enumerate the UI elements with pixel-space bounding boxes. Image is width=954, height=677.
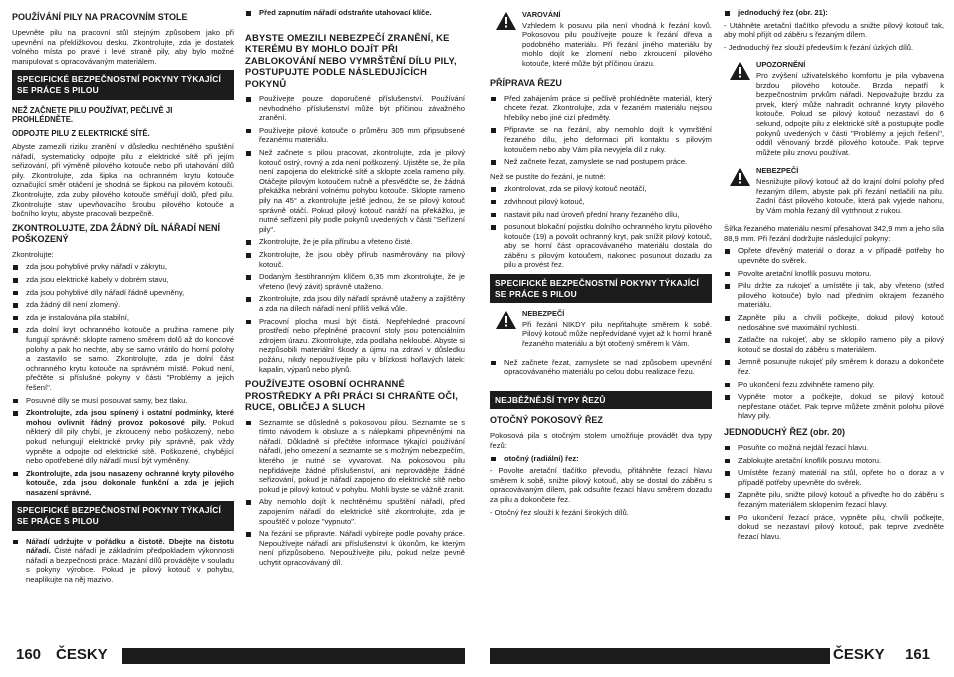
warning-triangle-icon <box>724 166 756 192</box>
list-item: zda jsou pohyblivé prvky nářadí v zákrytu, <box>12 262 234 272</box>
list-item: Zatlačte na rukojeť, aby se sklopilo rameno pily a pilový kotouč se dostal do záběru s materiálem. <box>724 335 944 354</box>
list-item <box>490 454 712 464</box>
page-number-right: 161 <box>905 646 931 663</box>
list-item: Zapněte pilu, snižte pilový kotouč a přiveďte ho do záběru s řezaným materiálem sklopením řezací hlavy. <box>724 490 944 509</box>
list-item: Než začnete s pilou pracovat, zkontrolujte, zda je pilový kotouč ostrý, rovný a zda není poškozený. Ujistěte se, že pila není zapojena do elektrické sítě a sklopte zcela rameno pily. Otáčejte pilovým kotoučem ručně a přesvědčte se, že žádná překážka nebrání volnému pohybu kotouče. Sklopte rameno pily na 45° a zkontrolujte ještě jednou, že se pilový kotouč správně otáčí. Pokud pilový kotouč naráží na překážku, je nutné seřízení pily podle pokynů uvedených v části "Seřízení pily". <box>245 148 465 234</box>
danger-text: Při řezání NIKDY pilu nepřitahujte směrem k sobě. Pilový kotouč může nepředvídané vyjet až k horní hraně řezaného materiálu a být otočený směrem k Vám. <box>522 319 712 349</box>
column-4 <box>724 8 944 544</box>
subheading-inspect: NEŽ ZAČNETE PILU POUŽÍVAT, PEČLIVĚ JI PROHLÉDNĚTE. <box>12 105 173 125</box>
column-1 <box>12 8 234 588</box>
language-label-left: ČESKY <box>56 646 108 663</box>
paragraph-check: Zkontrolujte: <box>12 249 54 259</box>
list-item <box>12 537 234 585</box>
section-band-safety-3: SPECIFICKÉ BEZPEČNOSTNÍ POKYNY TÝKAJÍCÍ SE PRÁCE S PILOU <box>490 274 712 303</box>
list-item-bold: otočný (radiální) řez: <box>504 453 579 463</box>
list-item-bold: Nářadí udržujte v pořádku a čistotě. Dbejte na čistotu nářadí. <box>26 536 234 556</box>
language-label-right: ČESKY <box>833 646 885 663</box>
caution-block <box>724 60 944 160</box>
list-item: Zablokujte aretační knoflík posuvu motoru. <box>724 456 944 466</box>
list-item-bold: Zkontrolujte, zda jsou nasazeny ochranné kryty pilového kotouče, zda jsou dokonale funkční a zda je jejich nasazení správné. <box>26 468 234 497</box>
list-item: Po ukončení řezu zdvihněte rameno pily. <box>724 380 944 390</box>
heading-cut-preparation: PŘÍPRAVA ŘEZU <box>490 77 562 88</box>
rotary-list <box>490 454 712 464</box>
warning-text: Vzhledem k posuvu pila není vhodná k řezání kovů. Pokosovou pilu používejte pouze k řezání dřeva a podobného materiálu. Při řezání jiného materiálu by mohlo dojít ke zlomení nebo zkroucení pilového kotouče, které může být příčinou úrazu. <box>522 20 712 68</box>
paragraph-work-table: Upevněte pilu na pracovní stůl stejným způsobem jako při upevnění na překližkovou desku. Zkontrolujte, zda je dostatek volného místa po pravé i levé straně pily, aby bylo možné manipulovat s opracovávaným materiálem. <box>12 28 234 66</box>
dash-item: - Otočný řez slouží k řezání širokých dílů. <box>490 507 629 517</box>
simple-cut-list <box>724 8 944 18</box>
prep-list <box>490 94 712 167</box>
section-band-safety: SPECIFICKÉ BEZPEČNOSTNÍ POKYNY TÝKAJÍCÍ SE PRÁCE S PILOU <box>12 70 234 99</box>
list-item: Aby nemohlo dojít k nechtěnému spuštění nářadí, před zapojením nářadí do elektrické sítě zkontrolujte, zda je spouštěč v poloze "vypnuto". <box>245 497 465 526</box>
top-list <box>245 8 465 18</box>
paragraph-width: Šířka řezaného materiálu nesmí přesahovat 342,9 mm a jeho síla 88,9 mm. Při řezání dodržujte následující pokyny: <box>724 224 944 243</box>
list-item <box>12 469 234 498</box>
protective-list <box>245 418 465 568</box>
before-list <box>490 184 712 270</box>
list-item-bold: Před zapnutím nářadí odstraňte utahovací klíče. <box>259 8 432 17</box>
column-2 <box>245 8 465 571</box>
list-item: Připravte se na řezání, aby nemohlo dojít k vymrštění řezaného dílu, jeho deformaci při kontaktu s pilovým kotoučem nebo aby Vám pila nevyjela díl z ruky. <box>490 125 712 154</box>
list-item: zda jsou elektrické kabely v dobrém stavu, <box>12 275 234 285</box>
list-item-rest: Pokud některý díl pily chybí, je zkroucený nebo poškozený, nebo pokud nefungují elektrické prvky pily správně, pak vždy vypněte a odpojte od elektrické sítě. Poškozené, chybějící nebo opotřebené díly nářadí musí být vyměněny. <box>26 417 234 466</box>
warning-block <box>490 10 712 72</box>
warning-triangle-icon <box>490 10 522 36</box>
list-item: Vypněte motor a počkejte, dokud se pilový kotouč nepřestane otáčet. Pak teprve můžete změnit polohu pilové hlavy pily. <box>724 392 944 421</box>
danger-title: NEBEZPEČÍ <box>522 309 565 319</box>
warning-title: VAROVÁNÍ <box>522 10 561 19</box>
paragraph-rotary: Pokosová pila s otočným stolem umožňuje provádět dva typy řezů: <box>490 431 712 450</box>
list-item: Na řezání se připravte. Nářadí vybírejte podle povahy práce. Nepoužívejte nářadí ani příslušenství k úkonům, ke kterým není přizpůsobeno. Nepoužívejte pilu, pokud nelze pevně uchytit opracovávaný díl. <box>245 529 465 567</box>
list-item: zda je instalována pila stabilní, <box>12 313 234 323</box>
sliding-cut-list <box>724 246 944 421</box>
list-item <box>12 408 234 466</box>
list-item: Posuvné díly se musí posouvat samy, bez tlaku. <box>12 396 234 406</box>
warning-triangle-icon <box>490 309 522 335</box>
section-band-cut-types: NEJBĚŽNĚJŠÍ TYPY ŘEZŮ <box>490 391 712 410</box>
list-item: zda jsou pohyblivé díly nářadí řádně upevněny, <box>12 288 234 298</box>
list-item: Zkontrolujte, že je pila přírubu a vřeteno čisté. <box>245 237 465 247</box>
list-item <box>724 8 944 18</box>
heading-reduce-injury: ABYSTE OMEZILI NEBEZPEČÍ ZRANĚNÍ, KE KTERÉMU BY MOHLO DOJÍT PŘI ZABLOKOVÁNÍ NEBO VYMRŠTĚNÍ DÍLU PILY, POSTUPUJTE PODLE NÁSLEDUJÍCÍCH POKYNŮ <box>245 31 457 89</box>
subheading-unplug: ODPOJTE PILU Z ELEKTRICKÉ SÍTĚ. <box>12 128 150 138</box>
list-item: zda dolní kryt ochranného kotouče a pružina ramene pily fungují správně: sklopte rameno směrem dolů až do koncové polohy a pak ho nechte, aby se samo vrátilo do horní polohy a zastavilo se samo. Zkontrolujte, zda je dolní část ochranného krytu kotouče na správném místě. Pokud není, přečtěte si příslušné pokyny v části "Problémy a jejich řešení". <box>12 325 234 392</box>
list-item <box>245 8 465 18</box>
list-item-rest: Čisté nářadí je základním předpokladem výkonnosti nářadí a bezpečnosti práce. Mazání dílů provádějte v souladu s pokyny výrobce. Pokud je pilový kotouč v pohybu, neaplikujte na něj mazivo. <box>26 546 234 585</box>
list-item: Než začnete řezat, zamyslete se nad způsobem upevnění opracovávaného materiálu po celou dobu realizace řezu. <box>490 358 712 377</box>
page-number-left: 160 <box>16 646 42 663</box>
list-item: Používejte pouze doporučené příslušenství. Používání nevhodného příslušenství může být příčinou závažného zranění. <box>245 94 465 123</box>
list-item: Opřete dřevěný materiál o doraz a v případě potřeby ho upevněte do svěrek. <box>724 246 944 265</box>
simple-steps-list <box>724 443 944 541</box>
caution-text: Pro zvýšení uživatelského komfortu je pila vybavena brzdou pilového kotouče. Brzda nepatří k bezpečnostním prvkům nářadí. Nepovažujte brzdu za prvek, který může nahradit ochranné kryty pilového kotouče. Pokud se pilový kotouč nezastaví do 6 sekund, odpojte pilu z elektrické sítě a postupujte podle pokynů uvedených v části "Problémy a jejich řešení", oddíl věnovaný brzdě pilového kotouče. Pak teprve můžete pilu znovu používat. <box>756 70 944 157</box>
paragraph-avoid-injury: Abyste zamezili riziku zranění v důsledku nechtěného spuštění nářadí, systematicky odpojte pilu z elektrické sítě při jejím seřizování, při výměně pilového kotouče nebo při utahování dílů pily. Zkontrolujte, zda šipka na ochranném krytu kotouče označující směr otáčení je shodná se šipkou na pilovém kotouči. Zkontrolujte, zda zuby pilového kotouče směřují dolů, před pilu. Zkontrolujte stav upevňovacího šroubu pilového kotouče a bočního krytu, abyste pracovali bezpečně. <box>12 142 234 219</box>
heading-protective-equipment: POUŽÍVEJTE OSOBNÍ OCHRANNÉ PROSTŘEDKY A PŘI PRÁCI SI CHRAŇTE OČI, RUCE, OBLIČEJ A SLUCH <box>245 378 459 413</box>
danger-block <box>724 166 944 218</box>
list-item: Zkontrolujte, zda jsou díly nářadí správně utaženy a zajištěny a zda na dílech nářadí není příliš velká vůle. <box>245 294 465 313</box>
warning-triangle-icon <box>724 60 756 86</box>
danger-block <box>490 309 712 351</box>
list-item: zdvihnout pilový kotouč, <box>490 197 712 207</box>
list-item: Používejte pilové kotouče o průměru 305 mm připsubsené řezanému materiálu. <box>245 126 465 145</box>
list-item: zda žádný díl není zlomený. <box>12 300 234 310</box>
list-item: Pilu držte za rukojeť a umístěte ji tak, aby vřeteno (střed pilového kotouče) bylo nad předním okrajem řezaného materiálu. <box>724 281 944 310</box>
dash-item: - Utáhněte aretační tlačítko převodu a snižte pilový kotouč tak, aby mohl přijít od záběru s řezaným dílem. <box>724 20 944 40</box>
heading-work-table: POUŽÍVÁNÍ PILY NA PRACOVNÍM STOLE <box>12 12 188 22</box>
list-item: Než začnete řezat, zamyslete se nad postupem práce. <box>490 157 712 167</box>
list-item: Pracovní plocha musí být čistá. Nepřehledné pracovní prostředí nebo přeplněné pracovní stoly jsou potenciálním zdrojem úrazu. Zkontrolujte, zda podlaha nekloubé. Abyste si nezpůsobili materiální škody a újmu na zdraví v důsledku požáru, nikdy nepoužívejte pilu v blízkosti hořlavých látek: kapalin, výparů nebo plynů. <box>245 317 465 375</box>
dash-item: - Jednoduchý řez slouží především k řezání úzkých dílů. <box>724 42 914 52</box>
maintenance-list <box>12 537 234 585</box>
heading-simple-cut: JEDNODUCHÝ ŘEZ (obr. 20) <box>724 426 846 437</box>
check-list <box>12 262 234 497</box>
fixing-list <box>490 358 712 377</box>
list-item: Zapněte pilu a chvíli počkejte, dokud pilový kotouč nedosáhne své maximální rychlosti. <box>724 313 944 332</box>
heading-check-damage: ZKONTROLUJTE, ZDA ŽÁDNÝ DÍL NÁŘADÍ NENÍ POŠKOZENÝ <box>12 222 220 244</box>
list-item: posunout blokační pojistku dolního ochranného krytu pilového kotouče (19) a povolit ochranný kryt, pak snížit pilový kotouč, aby se horní část opracovávaného materiálu dostala do záběru s pilovým kotoučem, nakonec posunout dozadu za pilu a provést řez. <box>490 222 712 270</box>
list-item: Povolte aretační knoflík posuvu motoru. <box>724 269 944 279</box>
list-item: Před zahájením práce si pečlivě prohlédněte materiál, který chcete řezat. Zkontrolujte, zda v řezaném materiálu nejsou hřebíky nebo jiné cizí předměty. <box>490 94 712 123</box>
list-item: zkontrolovat, zda se pilový kotouč neotáčí, <box>490 184 712 194</box>
list-item: Seznamte se důsledně s pokosovou pilou. Seznamte se s tímto návodem k obsluze a s nálepkami připevněnými na nářadí. Důkladně si přečtěte informace týkající používání nářadí, jeho omezení a seznamte se s možným nebezpečím, kterého je nutné se vyvarovat. Na pokosovou pilu nepřidávejte žádné příslušenství, ani neprovádějte žádné seřizování, pokud je nářadí zapojeno do elektrické sítě nebo pokud je pilový kotouč v pohybu. Mohli byste se vážně zranit. <box>245 418 465 495</box>
list-item: nastavit pilu nad úroveň přední hrany řezaného dílu, <box>490 210 712 220</box>
list-item: Posuňte co možná nejdál řezací hlavu. <box>724 443 944 453</box>
list-item: Umístěte řezaný materiál na stůl, opřete ho o doraz a v případě potřeby upevněte do svěrek. <box>724 468 944 487</box>
list-item: Dodaným šestihranným klíčem 6,35 mm zkontrolujte, že je vřeteno (levý závit) správně utaženo. <box>245 272 465 291</box>
danger-text: Nesnižujte pilový kotouč až do krajní dolní polohy před řezaným dílem, abyste pak při řezání netlačili na pilu. Zadní část pilového kotouče, která pak vyjede nahoru, by Vám mohla řezaný díl vytrhnout z rukou. <box>756 176 944 215</box>
dash-item: - Povolte aretační tlačítko převodu, přitáhněte řezací hlavu směrem k sobě, snižte pilový kotouč, aby se dostal do záběru s opracovávaným dílem, pak odsuňte řezací hlavu směrem dozadu za pilu a dokončete řez. <box>490 466 712 504</box>
danger-title: NEBEZPEČÍ <box>756 166 799 176</box>
heading-rotary-cut: OTOČNÝ POKOSOVÝ ŘEZ <box>490 415 603 426</box>
column-3 <box>490 8 712 520</box>
list-item-bold: jednoduchý řez (obr. 21): <box>738 8 828 17</box>
paragraph-before-cutting: Než se pustíte do řezání, je nutné: <box>490 171 606 181</box>
list-item: Po ukončení řezací práce, vypněte pilu, chvíli počkejte, dokud se nezastaví pilový kotouč, pak teprve zvedněte řezací hlavu. <box>724 513 944 542</box>
list-item: Jemně posunujte rukojeť pily směrem k dorazu a dokončete řez. <box>724 357 944 376</box>
list-item: Zkontrolujte, že jsou oběy přírub nasměrovány na pilový kotouč. <box>245 250 465 269</box>
accessory-list <box>245 94 465 374</box>
section-band-safety-2: SPECIFICKÉ BEZPEČNOSTNÍ POKYNY TÝKAJÍCÍ SE PRÁCE S PILOU <box>12 501 234 530</box>
caution-title: UPOZORNĚNÍ <box>756 60 806 70</box>
list-item-bold: Zkontrolujte, zda jsou spínený i ostatní podmínky, které mohou ovlivnit řádný provoz pokosové pily. <box>26 408 234 427</box>
